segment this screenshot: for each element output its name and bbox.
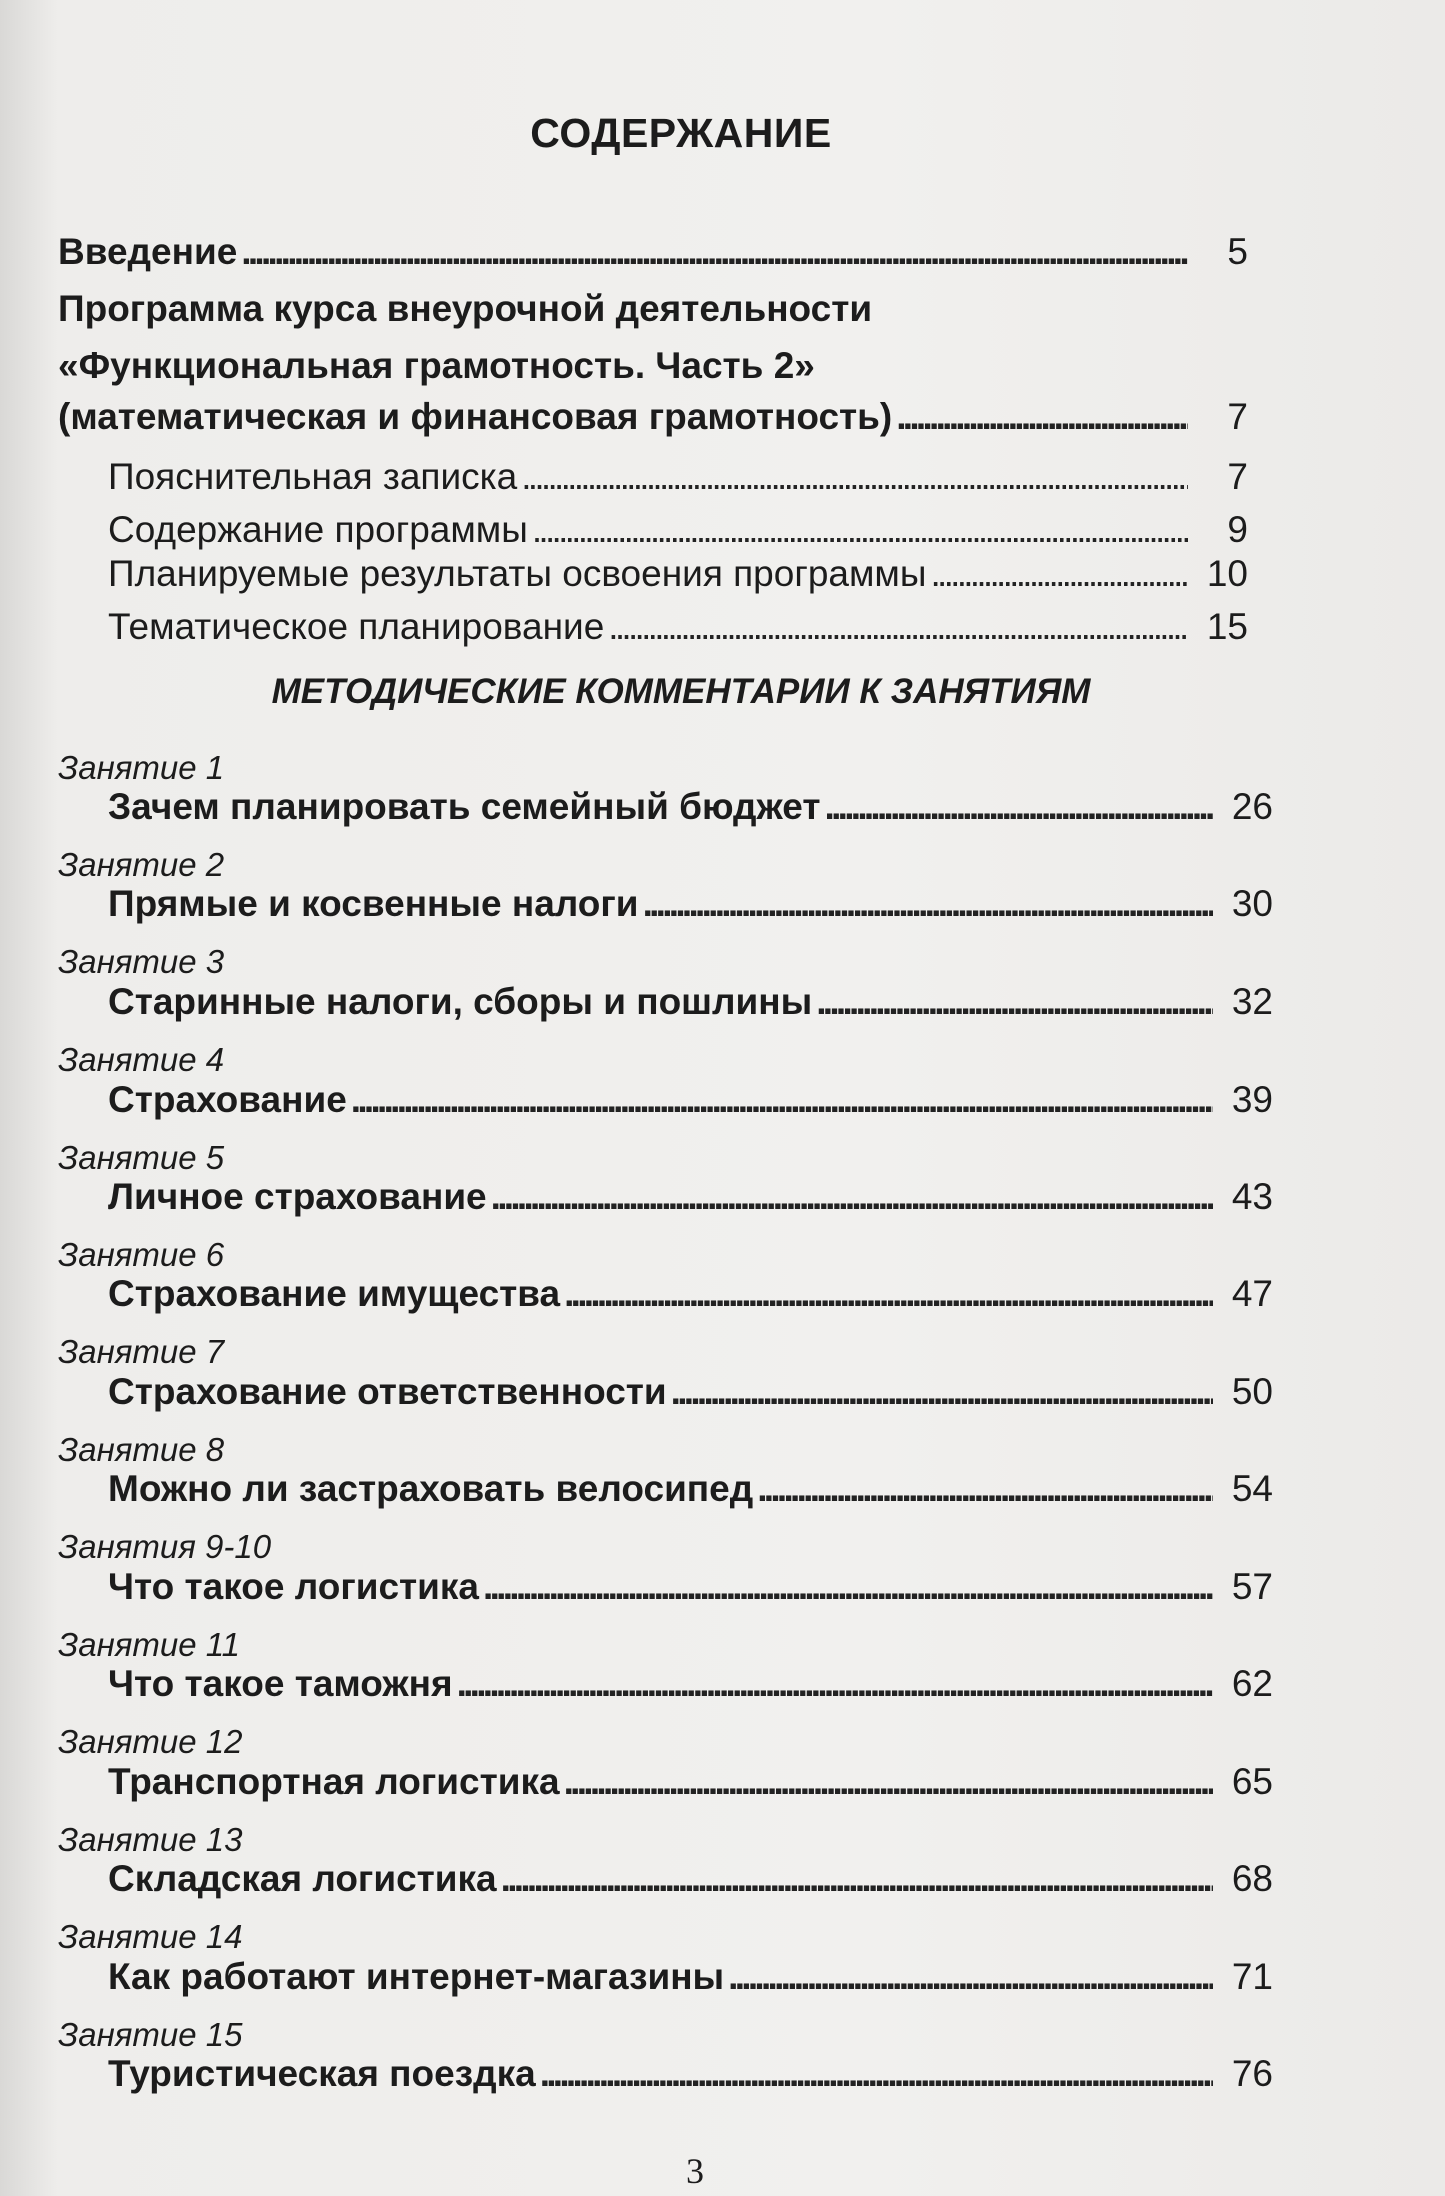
- toc-lesson-entry: [108, 1272, 1273, 1316]
- dot-leader: [825, 785, 1213, 829]
- dot-leader: [457, 1662, 1213, 1706]
- toc-lesson-entry: [108, 882, 1273, 926]
- lesson-title: Страхование: [108, 1079, 347, 1120]
- toc-lesson-entry: [108, 1370, 1273, 1414]
- toc-lesson-entry: [108, 1857, 1273, 1901]
- toc-subentry: [108, 508, 1248, 552]
- lesson-number: Занятие 11: [58, 1626, 241, 1663]
- lesson-title: Прямые и косвенные налоги: [108, 883, 639, 924]
- toc-lesson-entry: [108, 785, 1273, 829]
- toc-lesson-entry: [108, 2052, 1273, 2096]
- toc-entry-label: Пояснительная записка: [108, 456, 518, 497]
- dot-leader: [930, 552, 1188, 596]
- lesson-page: 47: [1231, 1273, 1273, 1314]
- lesson-page: 76: [1231, 2053, 1273, 2094]
- program-title-line-3: (математическая и финансовая грамотность): [58, 396, 893, 437]
- toc-entry-page: 10: [1206, 553, 1248, 594]
- program-title-line-2: «Функциональная грамотность. Часть 2»: [58, 345, 815, 386]
- toc-entry-intro: [58, 230, 1248, 274]
- toc-entry-page: 7: [1227, 456, 1248, 497]
- toc-lesson-entry: [108, 1662, 1273, 1706]
- lesson-number: Занятие 13: [58, 1821, 243, 1858]
- toc-lesson-entry: [108, 1078, 1273, 1122]
- lesson-title: Что такое таможня: [108, 1663, 453, 1704]
- lesson-page: 54: [1231, 1468, 1273, 1509]
- toc-lesson-entry: [108, 980, 1273, 1024]
- lesson-title: Складская логистика: [108, 1858, 497, 1899]
- page-number: 3: [686, 2151, 704, 2191]
- lesson-title: Страхование имущества: [108, 1273, 561, 1314]
- dot-leader: [757, 1467, 1213, 1511]
- toc-lesson-entry: [108, 1760, 1273, 1804]
- toc-lesson-entry: [108, 1565, 1273, 1609]
- lesson-title: Зачем планировать семейный бюджет: [108, 786, 821, 827]
- lesson-title: Страхование ответственности: [108, 1371, 667, 1412]
- section-title: МЕТОДИЧЕСКИЕ КОММЕНТАРИИ К ЗАНЯТИЯМ: [271, 672, 1091, 711]
- dot-leader: [564, 1272, 1213, 1316]
- toc-entry-page: 9: [1227, 509, 1248, 550]
- lesson-number: Занятие 12: [58, 1723, 243, 1760]
- lesson-number: Занятие 5: [58, 1139, 225, 1176]
- dot-leader: [608, 605, 1188, 649]
- toc-entry-label: Введение: [58, 231, 238, 272]
- dot-leader: [491, 1175, 1213, 1219]
- lesson-page: 32: [1231, 981, 1273, 1022]
- lesson-page: 30: [1231, 883, 1273, 924]
- lesson-number: Занятие 1: [58, 749, 225, 786]
- lesson-title: Старинные налоги, сборы и пошлины: [108, 981, 813, 1022]
- toc-entry-label: Тематическое планирование: [108, 606, 605, 647]
- program-title-line-1: Программа курса внеурочной деятельности: [58, 288, 873, 329]
- lesson-title: Туристическая поездка: [108, 2053, 536, 2094]
- lesson-title: Можно ли застраховать велосипед: [108, 1468, 754, 1509]
- lesson-number: Занятие 7: [58, 1333, 225, 1370]
- dot-leader: [351, 1078, 1213, 1122]
- dot-leader: [501, 1857, 1213, 1901]
- lesson-title: Как работают интернет-магазины: [108, 1956, 725, 1997]
- toc-subentry: [108, 455, 1248, 499]
- lesson-number: Занятие 15: [58, 2016, 243, 2053]
- lesson-title: Личное страхование: [108, 1176, 487, 1217]
- lesson-page: 71: [1231, 1956, 1273, 1997]
- lesson-number: Занятие 8: [58, 1431, 225, 1468]
- toc-entry-program: [58, 395, 1248, 439]
- lesson-page: 43: [1231, 1176, 1273, 1217]
- lesson-number: Занятие 6: [58, 1236, 225, 1273]
- lesson-page: 26: [1231, 786, 1273, 827]
- lesson-title: Транспортная логистика: [108, 1761, 560, 1802]
- dot-leader: [816, 980, 1213, 1024]
- lesson-number: Занятие 2: [58, 846, 225, 883]
- lesson-number: Занятие 4: [58, 1041, 225, 1078]
- page-title: СОДЕРЖАНИЕ: [530, 110, 832, 156]
- lesson-page: 62: [1231, 1663, 1273, 1704]
- lesson-page: 68: [1231, 1858, 1273, 1899]
- dot-leader: [564, 1760, 1213, 1804]
- toc-lesson-entry: [108, 1955, 1273, 1999]
- lesson-page: 50: [1231, 1371, 1273, 1412]
- lesson-number: Занятие 3: [58, 943, 225, 980]
- toc-entry-label: Содержание программы: [108, 509, 528, 550]
- lesson-number: Занятия 9-10: [58, 1528, 272, 1565]
- dot-leader: [521, 455, 1188, 499]
- toc-entry-label: Планируемые результаты освоения программы: [108, 553, 927, 594]
- toc-subentry: [108, 605, 1248, 649]
- lesson-number: Занятие 14: [58, 1918, 243, 1955]
- toc-lesson-entry: [108, 1175, 1273, 1219]
- dot-leader: [896, 395, 1188, 439]
- dot-leader: [483, 1565, 1213, 1609]
- dot-leader: [643, 882, 1213, 926]
- lesson-title: Что такое логистика: [108, 1566, 480, 1607]
- toc-subentry: [108, 552, 1248, 596]
- dot-leader: [728, 1955, 1213, 1999]
- dot-leader: [241, 230, 1188, 274]
- dot-leader: [540, 2052, 1213, 2096]
- lesson-page: 57: [1231, 1566, 1273, 1607]
- toc-entry-page: 7: [1227, 396, 1248, 437]
- lesson-page: 65: [1231, 1761, 1273, 1802]
- lesson-page: 39: [1231, 1079, 1273, 1120]
- toc-entry-page: 15: [1206, 606, 1248, 647]
- dot-leader: [532, 508, 1188, 552]
- dot-leader: [671, 1370, 1213, 1414]
- toc-lesson-entry: [108, 1467, 1273, 1511]
- toc-entry-page: 5: [1227, 231, 1248, 272]
